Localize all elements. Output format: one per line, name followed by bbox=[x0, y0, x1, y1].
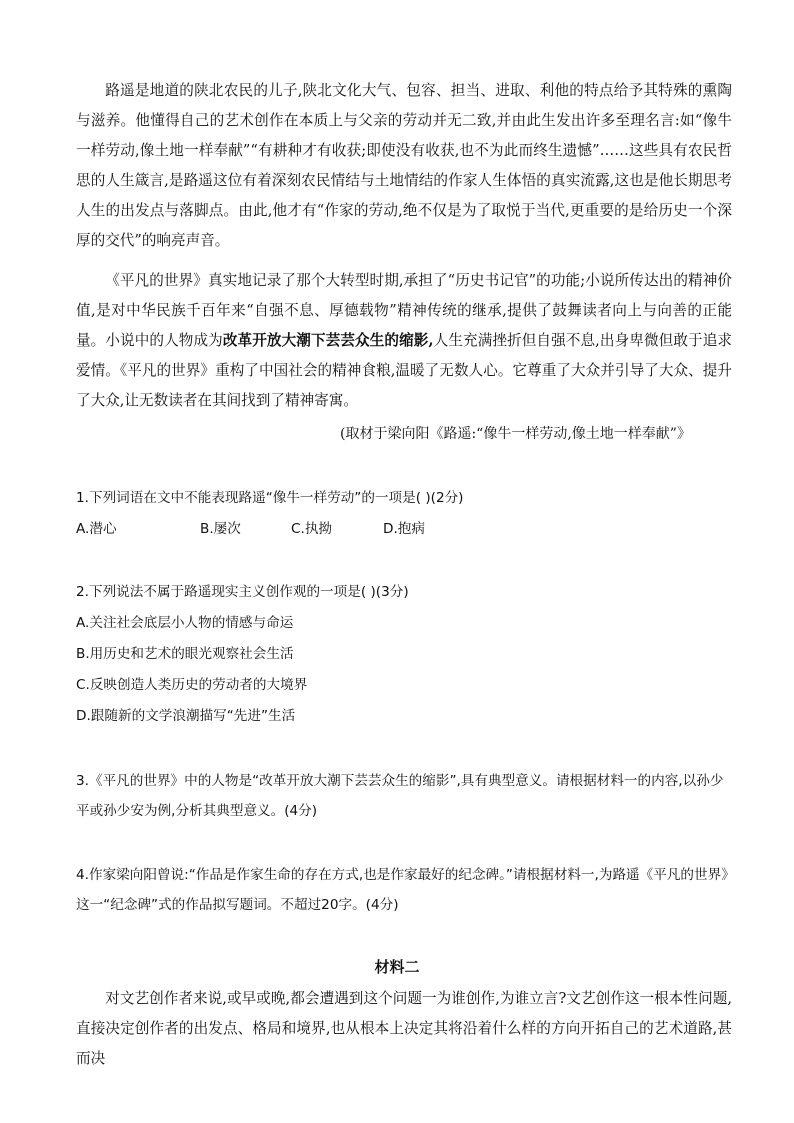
passage1-paragraph2 bbox=[76, 266, 732, 416]
passage2-paragraph1: 对文艺创作者来说,或早或晚,都会遭遇到这个问题一为谁创作,为谁立言?文艺创作这一根本性问题,直接决定创作者的出发点、格局和境界,也从根本上决定其将沿着什么样的方向开拓自己的艺术道路,甚而决 bbox=[76, 990, 732, 1067]
question-1-option-a: A.潜心 bbox=[76, 521, 117, 537]
question-1-options bbox=[76, 519, 425, 539]
question-3-stem: 3.《平凡的世界》中的人物是“改革开放大潮下芸芸众生的缩影”,具有典型意义。请根据材料一的内容,以孙少平或孙少安为例,分析其典型意义。(4分) bbox=[76, 773, 724, 819]
question-2-option-b: B.用历史和艺术的眼光观察社会生活 bbox=[76, 646, 294, 662]
question-1-stem: 1.下列词语在文中不能表现路遥“像牛一样劳动”的一项是( )(2分) bbox=[76, 490, 464, 506]
question-2-option-d: D.跟随新的文学浪潮描写“先进”生活 bbox=[76, 708, 296, 724]
question-2-option-a: A.关注社会底层小人物的情感与命运 bbox=[76, 615, 294, 631]
source-citation: (取材于梁向阳《路遥:“像牛一样劳动,像土地一样奉献”》 bbox=[340, 426, 691, 442]
question-2-option-c: C.反映创造人类历史的劳动者的大境界 bbox=[76, 677, 308, 693]
passage1-paragraph1: 路遥是地道的陕北农民的儿子,陕北文化大气、包容、担当、进取、利他的特点给予其特殊的熏陶与滋养。他懂得自己的艺术创作在本质上与父亲的劳动并无二致,并由此生发出许多至理名言:如“像牛一样劳动,像土地一样奉献”“有耕种才有收获;即使没有收获,也不为此而终生遗憾”……这些具有农民哲思的人生箴言,是路遥这位有着深刻农民情结与土地情结的作家人生体悟的真实流露,这也是他长期思考人生的出发点与落脚点。由此,他才有“作家的劳动,绝不仅是为了取悦于当代,更重要的是给历史一个深厚的交代”的响亮声音。 bbox=[76, 82, 732, 249]
paragraph2-bold-phrase: 改革开放大潮下芸芸众生的缩影, bbox=[222, 332, 434, 349]
question-1-option-d: D.抱病 bbox=[383, 521, 425, 537]
question-1-option-c: C.执拗 bbox=[291, 521, 333, 537]
question-1-option-b: B.屡次 bbox=[200, 521, 241, 537]
paragraph2-text-a: 《平凡的世界》真实地记录了那个大转型时期,承担了“历史书记官”的功能;小说所传达出的精神价值,是对中华民族千百年来“自强不息、厚德载物”精神传统的继承,提供了鼓舞读者向上与向善的正能量。小说中的人物成为 bbox=[76, 272, 732, 349]
question-4-stem: 4.作家梁向阳曾说:“作品是作家生命的存在方式,也是作家最好的纪念碑。”请根据材料一,为路遥《平凡的世界》这一“纪念碑”式的作品拟写题词。不超过20字。(4分) bbox=[76, 867, 728, 913]
question-2-stem: 2.下列说法不属于路遥现实主义创作观的一项是( )(3分) bbox=[76, 584, 409, 600]
paragraph2-text-b: 人生充满挫折但自强不息,出身卑微但敢于追求爱情。《平凡的世界》重构了中国社会的精神食粮,温暖了无数人心。它尊重了大众并引导了大众、提升了大众,让无数读者在其间找到了精神寄寓。 bbox=[76, 332, 732, 409]
material-2-heading: 材料二 bbox=[374, 958, 420, 976]
